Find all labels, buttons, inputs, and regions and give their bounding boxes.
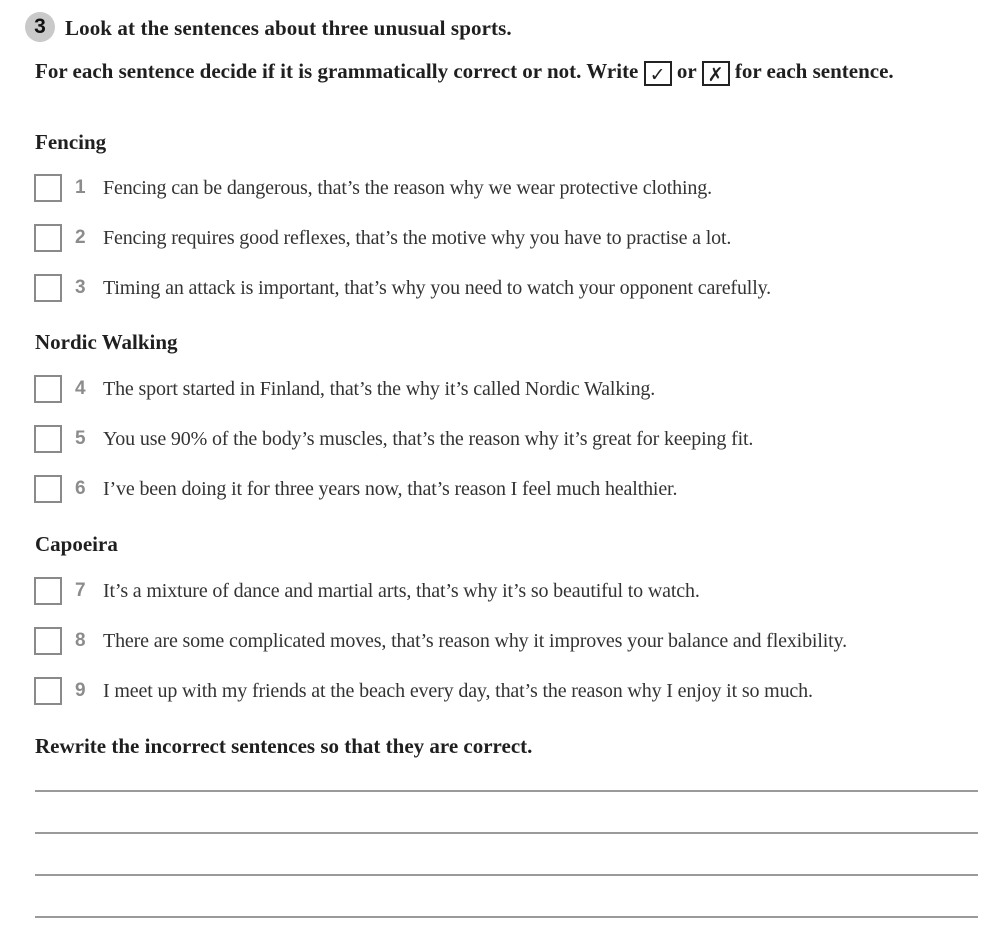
sentence-text-4: The sport started in Finland, that’s the why it’s called Nordic Walking.: [103, 377, 656, 400]
sentence-number-2: 2: [75, 227, 86, 248]
sentence-checkbox-9[interactable]: [34, 677, 62, 705]
sentence-checkbox-7[interactable]: [34, 577, 62, 605]
sentence-number-9: 9: [75, 680, 86, 701]
exercise-number-badge: 3: [25, 12, 55, 42]
section-heading-fencing: Fencing: [35, 130, 107, 154]
section-heading-capoeira: Capoeira: [35, 532, 118, 556]
cross-mark-box-icon: ✗: [702, 61, 730, 86]
sentence-text-8: There are some complicated moves, that’s reason why it improves your balance and flexibility.: [103, 629, 847, 652]
instruction-text-or: or: [676, 59, 697, 83]
sentence-item-4: [34, 373, 655, 405]
exercise-instruction: [35, 56, 935, 87]
check-mark-box-icon: ✓: [644, 61, 672, 86]
answer-line-3[interactable]: [35, 874, 978, 876]
sentence-number-6: 6: [75, 478, 86, 499]
section-heading-nordic-walking: Nordic Walking: [35, 330, 178, 354]
sentence-checkbox-1[interactable]: [34, 174, 62, 202]
sentence-checkbox-5[interactable]: [34, 425, 62, 453]
sentence-checkbox-3[interactable]: [34, 274, 62, 302]
sentence-checkbox-6[interactable]: [34, 475, 62, 503]
sentence-item-5: [34, 423, 753, 455]
sentence-text-2: Fencing requires good reflexes, that’s the motive why you have to practise a lot.: [103, 226, 732, 249]
sentence-text-9: I meet up with my friends at the beach every day, that’s the reason why I enjoy it so much.: [103, 679, 813, 702]
sentence-number-3: 3: [75, 277, 86, 298]
answer-line-2[interactable]: [35, 832, 978, 834]
sentence-text-3: Timing an attack is important, that’s why you need to watch your opponent carefully.: [103, 276, 772, 299]
sentence-checkbox-4[interactable]: [34, 375, 62, 403]
answer-line-1[interactable]: [35, 790, 978, 792]
sentence-number-4: 4: [75, 378, 86, 399]
sentence-text-6: I’ve been doing it for three years now, that’s reason I feel much healthier.: [103, 477, 678, 500]
sentence-number-5: 5: [75, 428, 86, 449]
sentence-item-1: [34, 172, 712, 204]
sentence-item-2: [34, 222, 731, 254]
sentence-item-3: [34, 272, 771, 304]
sentence-checkbox-8[interactable]: [34, 627, 62, 655]
exercise-headline: Look at the sentences about three unusual sports.: [65, 16, 512, 40]
sentence-text-1: Fencing can be dangerous, that’s the reason why we wear protective clothing.: [103, 176, 712, 199]
sentence-item-6: [34, 473, 677, 505]
sentence-number-1: 1: [75, 177, 86, 198]
sentence-text-5: You use 90% of the body’s muscles, that’s the reason why it’s great for keeping fit.: [103, 427, 754, 450]
sentence-checkbox-2[interactable]: [34, 224, 62, 252]
sentence-number-7: 7: [75, 580, 86, 601]
sentence-item-8: [34, 625, 847, 657]
sentence-text-7: It’s a mixture of dance and martial arts, that’s why it’s so beautiful to watch.: [103, 579, 700, 602]
sentence-item-7: [34, 575, 700, 607]
sentence-item-9: [34, 675, 813, 707]
instruction-text-after: for each sentence.: [734, 59, 894, 83]
instruction-text-before: For each sentence decide if it is grammatically correct or not. Write: [35, 59, 639, 83]
rewrite-instruction: Rewrite the incorrect sentences so that they are correct.: [35, 734, 533, 758]
answer-line-4[interactable]: [35, 916, 978, 918]
sentence-number-8: 8: [75, 630, 86, 651]
